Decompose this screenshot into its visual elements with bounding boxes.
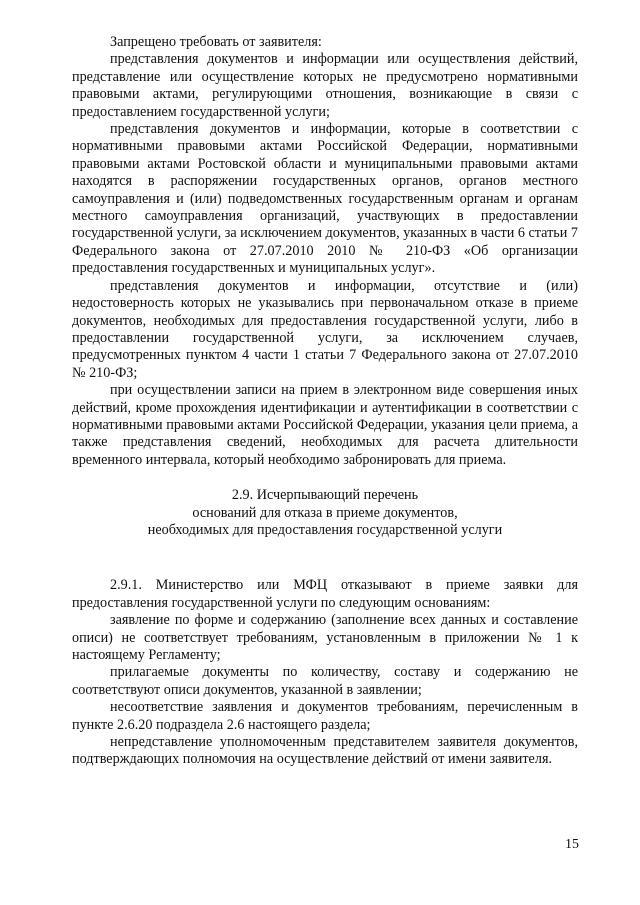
heading-line-3: необходимых для предоставления государственной услуги <box>147 521 503 538</box>
spacer <box>72 539 578 577</box>
paragraph-bottom-4: несоответствие заявления и документов требованиям, перечисленным в пункте 2.6.20 подраздела 2.6 настоящего раздела; <box>72 699 578 733</box>
document-page <box>72 34 578 769</box>
paragraph-top-2: представления документов и информации, которые в соответствии с нормативными правовыми актами Российской Федерации, нормативными правовыми актами Ростовской области и муниципальными правовыми актами находятся в распоряжении государственных органов, органов местного самоуправления и (или) подведомственных государственным органам и органам местного самоуправления организаций, участвующих в предоставлении государственной услуги, за исключением документов, указанных в части 6 статьи 7 Федерального закона от 27.07.2010 2010 № 210-ФЗ «Об организации предоставления государственных и муниципальных услуг». <box>72 121 579 277</box>
heading-line-2: оснований для отказа в приеме документов, <box>192 504 458 521</box>
paragraph-bottom-3: прилагаемые документы по количеству, составу и содержанию не соответствуют описи документов, указанной в заявлении; <box>72 664 578 698</box>
section-heading <box>72 487 578 539</box>
paragraph-top-3: представления документов и информации, отсутствие и (или) недостоверность которых не указывались при первоначальном отказе в приеме документов, необходимых для предоставления государственной услуги, либо в предоставлении государственной услуги, за исключением случаев, предусмотренных пунктом 4 части 1 статьи 7 Федерального закона от 27.07.2010 № 210-ФЗ; <box>72 277 578 381</box>
paragraph-bottom-1: 2.9.1. Министерство или МФЦ отказывают в приеме заявки для предоставления государственной услуги по следующим основаниям: <box>72 577 578 611</box>
paragraph-bottom-5: непредставление уполномоченным представителем заявителя документов, подтверждающих полномочия на осуществление действий от имени заявителя. <box>72 734 578 768</box>
paragraph-top-4: при осуществлении записи на прием в электронном виде совершения иных действий, кроме прохождения идентификации и аутентификации в соответствии с нормативными правовыми актами Российской Федерации, указания цели приема, а также представления сведений, необходимых для расчета длительности временного интервала, который необходимо забронировать для приема. <box>72 382 578 468</box>
heading-line-1: 2.9. Исчерпывающий перечень <box>231 487 419 504</box>
page-number: 15 <box>565 837 579 852</box>
intro-paragraph: Запрещено требовать от заявителя: <box>110 34 322 50</box>
paragraph-top-1: представления документов и информации или осуществления действий, представление или осуществление которых не предусмотрено нормативными правовыми актами, регулирующими отношения, возникающие в связи с предоставлением государственной услуги; <box>72 51 578 120</box>
paragraph-bottom-2: заявление по форме и содержанию (заполнение всех данных и составление описи) не соответствует требованиям, установленным в приложении № 1 к настоящему Регламенту; <box>72 612 578 663</box>
